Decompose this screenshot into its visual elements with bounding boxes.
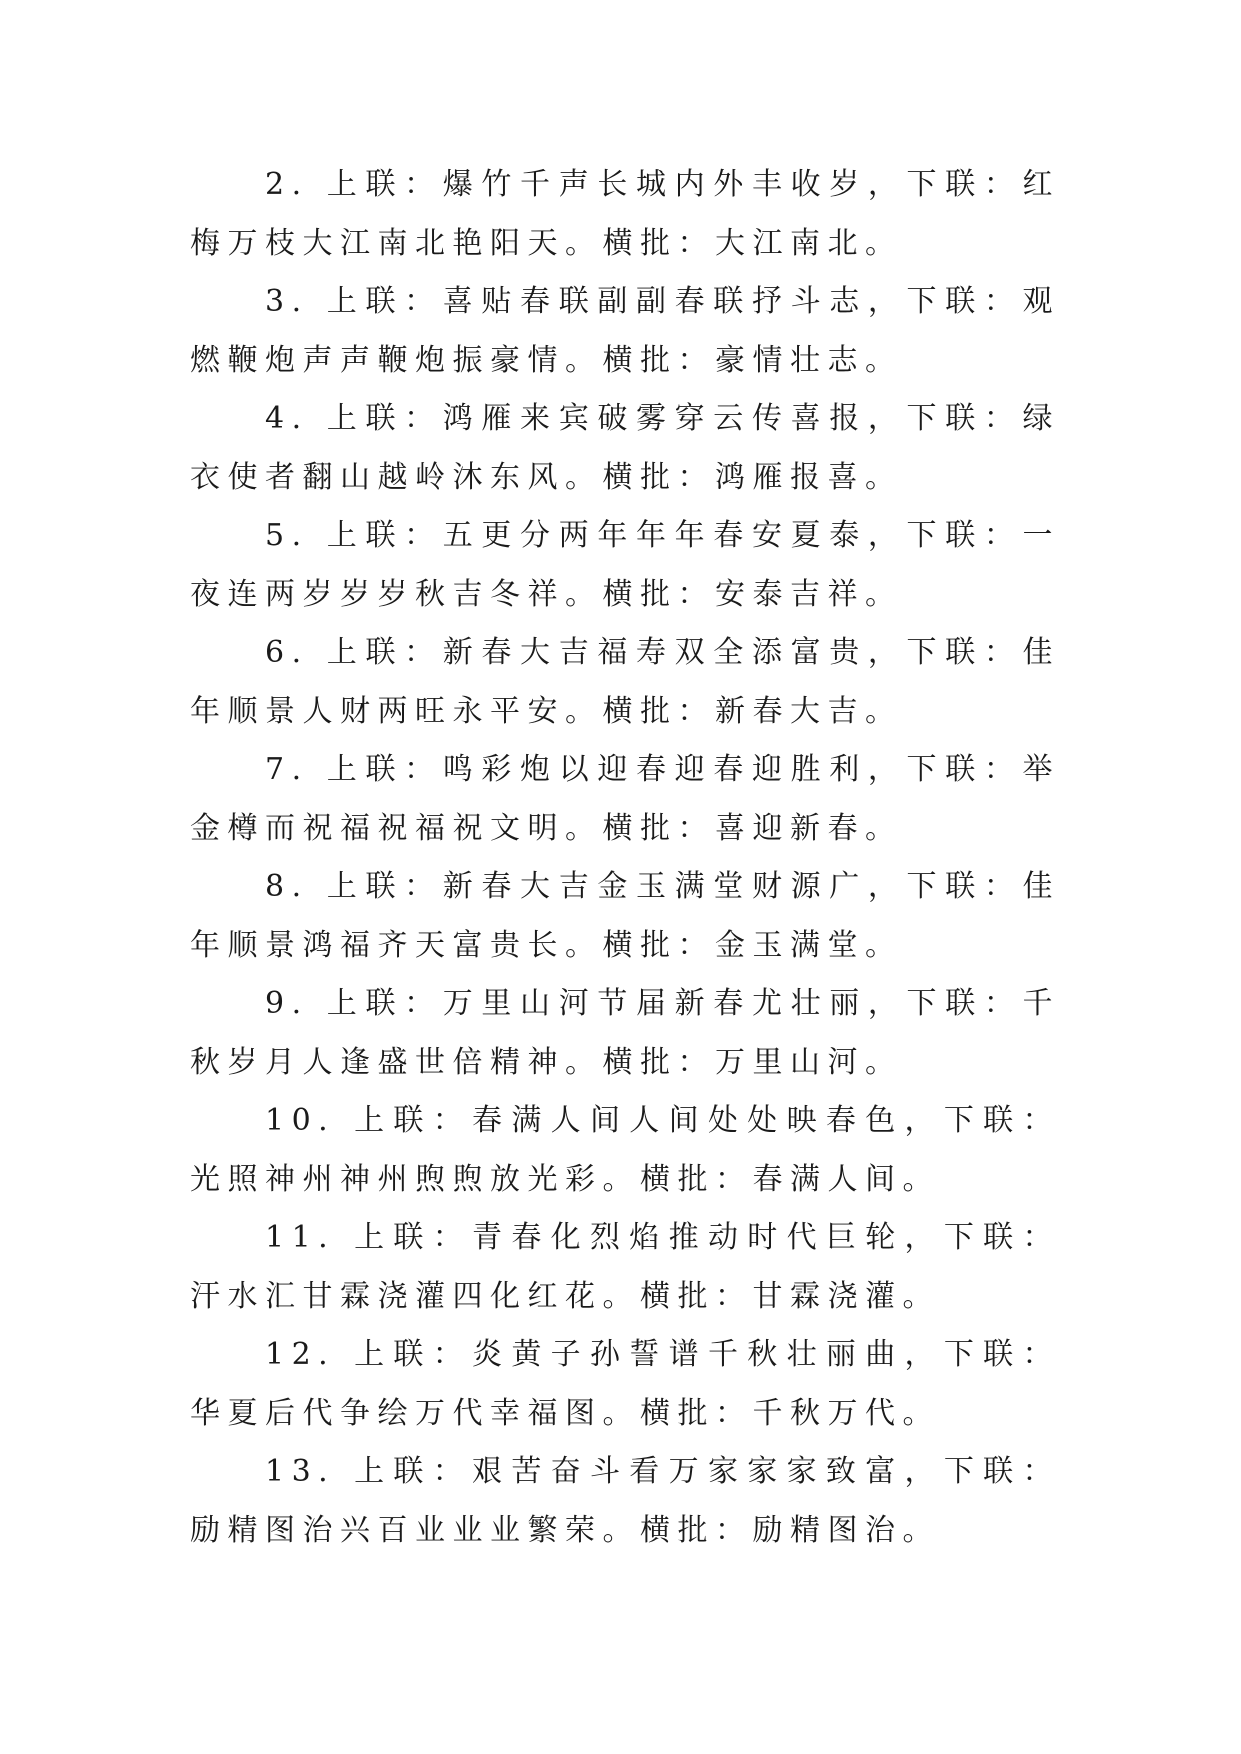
couplet-entry-7: 7. 上联：鸣彩炮以迎春迎春迎胜利，下联：举金樽而祝福祝福祝文明。横批：喜迎新春。 <box>190 752 1060 846</box>
couplet-entry-11: 11. 上联：青春化烈焰推动时代巨轮，下联：汗水汇甘霖浇灌四化红花。横批：甘霖浇灌。 <box>190 1220 1060 1314</box>
couplet-entry-10: 10. 上联：春满人间人间处处映春色，下联：光照神州神州煦煦放光彩。横批：春满人间。 <box>190 1103 1060 1197</box>
couplet-entry-2: 2. 上联：爆竹千声长城内外丰收岁，下联：红梅万枝大江南北艳阳天。横批：大江南北。 <box>190 167 1060 261</box>
couplet-entry-4: 4. 上联：鸿雁来宾破雾穿云传喜报，下联：绿衣使者翻山越岭沐东风。横批：鸿雁报喜。 <box>190 401 1060 495</box>
couplet-entry-8: 8. 上联：新春大吉金玉满堂财源广，下联：佳年顺景鸿福齐天富贵长。横批：金玉满堂。 <box>190 869 1060 963</box>
document-body <box>190 156 1060 1560</box>
couplet-entry-6: 6. 上联：新春大吉福寿双全添富贵，下联：佳年顺景人财两旺永平安。横批：新春大吉。 <box>190 635 1060 729</box>
couplet-entry-9: 9. 上联：万里山河节届新春尤壮丽，下联：千秋岁月人逢盛世倍精神。横批：万里山河。 <box>190 986 1060 1080</box>
couplet-entry-12: 12. 上联：炎黄子孙誓谱千秋壮丽曲，下联：华夏后代争绘万代幸福图。横批：千秋万代。 <box>190 1337 1060 1431</box>
couplet-entry-3: 3. 上联：喜贴春联副副春联抒斗志，下联：观燃鞭炮声声鞭炮振豪情。横批：豪情壮志。 <box>190 284 1060 378</box>
couplet-entry-5: 5. 上联：五更分两年年年春安夏泰，下联：一夜连两岁岁岁秋吉冬祥。横批：安泰吉祥。 <box>190 518 1060 612</box>
couplet-entry-13: 13. 上联：艰苦奋斗看万家家家致富，下联：励精图治兴百业业业繁荣。横批：励精图治。 <box>190 1454 1060 1548</box>
